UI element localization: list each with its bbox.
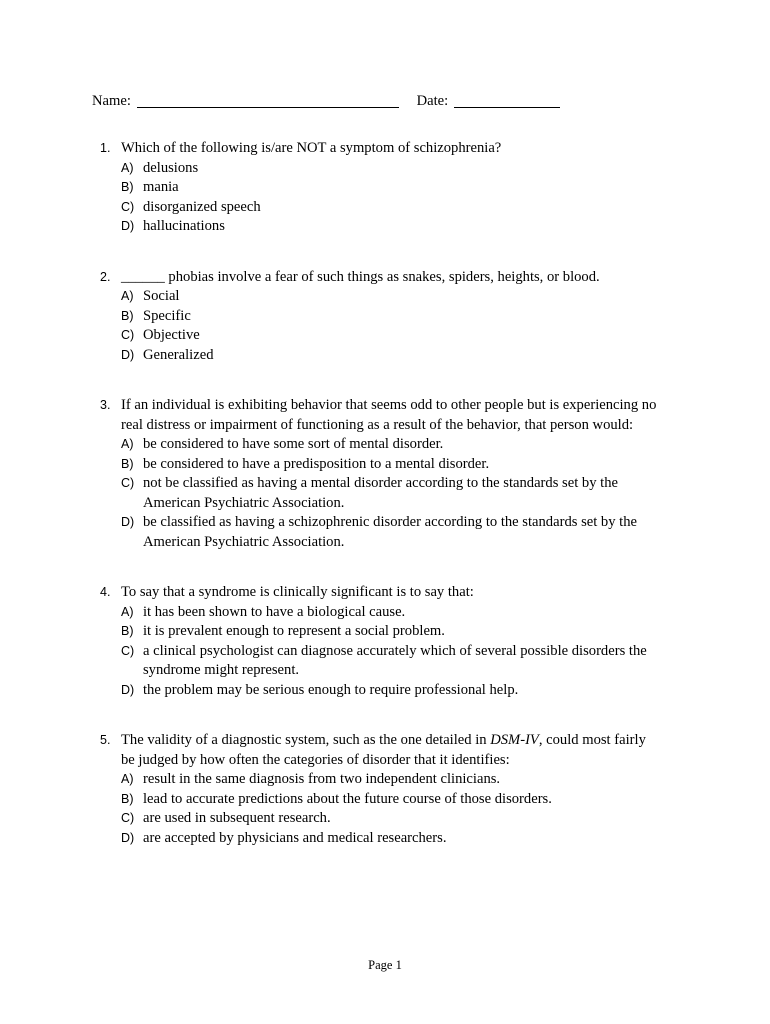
choice-text: are used in subsequent research. — [143, 810, 331, 826]
question-stem-line: be judged by how often the categories of disorder that it identifies: — [121, 751, 510, 768]
choice-text: be considered to have a predisposition to a mental disorder. — [143, 455, 490, 472]
choice-letter: C) — [121, 476, 135, 490]
question-3 — [92, 396, 692, 552]
choice-list — [92, 159, 692, 237]
choice-b[interactable] — [92, 455, 692, 475]
date-label: Date: — [416, 93, 449, 109]
choice-text: the problem may be serious enough to require professional help. — [143, 681, 519, 698]
choice-letter: D) — [121, 682, 135, 697]
choice-list — [92, 435, 692, 552]
choice-c[interactable] — [92, 474, 692, 513]
question-number: 1. — [100, 141, 111, 155]
choice-letter: C) — [121, 811, 135, 825]
choice-d[interactable] — [92, 681, 692, 701]
name-label: Name: — [92, 93, 131, 109]
page-footer — [0, 955, 770, 975]
choice-letter: A) — [121, 604, 134, 619]
question-stem: Which of the following is/are NOT a symptom of schizophrenia? — [121, 140, 502, 156]
choice-letter: B) — [121, 624, 134, 638]
choice-text: be considered to have some sort of mental disorder. — [143, 436, 444, 452]
choice-d[interactable] — [92, 513, 692, 552]
choice-text: delusions — [143, 159, 199, 176]
choice-c[interactable] — [92, 198, 692, 218]
choice-letter: B) — [121, 180, 134, 194]
choice-b[interactable] — [92, 178, 692, 198]
choice-letter: C) — [121, 643, 135, 658]
question-number: 4. — [100, 585, 111, 599]
choice-letter: D) — [121, 347, 135, 362]
choice-b[interactable] — [92, 307, 692, 327]
choice-text: hallucinations — [143, 218, 225, 234]
question-stem-post: , could most fairly — [538, 732, 646, 748]
choice-d[interactable] — [92, 346, 692, 366]
choice-letter: D) — [121, 830, 135, 845]
choice-letter: A) — [121, 160, 134, 175]
question-5 — [92, 731, 692, 848]
choice-letter: A) — [121, 437, 134, 451]
choice-text: not be classified as having a mental disorder according to the standards set by the — [143, 475, 618, 491]
choice-b[interactable] — [92, 622, 692, 642]
choice-b[interactable] — [92, 790, 692, 810]
question-stem: ______ phobias involve a fear of such things as snakes, spiders, heights, or blood. — [121, 268, 600, 285]
choice-d[interactable] — [92, 829, 692, 849]
page-number: Page 1 — [368, 958, 402, 972]
choice-text: it is prevalent enough to represent a social problem. — [143, 623, 445, 639]
question-stem-line: real distress or impairment of functioning as a result of the behavior, that person would: — [121, 416, 634, 433]
choice-text: disorganized speech — [143, 198, 261, 215]
date-blank[interactable] — [454, 91, 560, 108]
choice-text-continued: American Psychiatric Association. — [143, 494, 345, 511]
choice-letter: B) — [121, 308, 134, 323]
choice-letter: C) — [121, 199, 135, 214]
choice-letter: A) — [121, 289, 134, 303]
choice-text: result in the same diagnosis from two independent clinicians. — [143, 771, 501, 787]
question-stem-line: If an individual is exhibiting behavior that seems odd to other people but is experiencing no — [121, 397, 657, 413]
choice-text: are accepted by physicians and medical researchers. — [143, 829, 447, 846]
header — [92, 90, 560, 112]
choice-text: it has been shown to have a biological cause. — [143, 603, 406, 620]
question-1 — [92, 139, 692, 237]
choice-a[interactable] — [92, 770, 692, 790]
choice-letter: C) — [121, 328, 135, 342]
question-number: 2. — [100, 269, 111, 284]
question-4 — [92, 583, 692, 700]
choice-text-continued: American Psychiatric Association. — [143, 533, 345, 550]
choice-letter: D) — [121, 515, 135, 529]
choice-text: be classified as having a schizophrenic disorder according to the standards set by the — [143, 514, 637, 530]
name-blank[interactable] — [137, 91, 399, 108]
question-number: 3. — [100, 398, 111, 412]
choice-letter: D) — [121, 219, 135, 233]
choice-text: a clinical psychologist can diagnose accurately which of several possible disorders the — [143, 642, 647, 659]
choice-text: Generalized — [143, 346, 214, 363]
question-list — [92, 139, 692, 848]
choice-list — [92, 287, 692, 365]
choice-a[interactable] — [92, 287, 692, 307]
choice-a[interactable] — [92, 159, 692, 179]
choice-text: Objective — [143, 327, 200, 343]
choice-letter: B) — [121, 456, 134, 471]
choice-letter: B) — [121, 791, 134, 806]
question-stem-pre: The validity of a diagnostic system, such as the one detailed in — [121, 732, 491, 748]
question-2 — [92, 268, 692, 366]
choice-c[interactable] — [92, 809, 692, 829]
choice-list — [92, 603, 692, 701]
choice-d[interactable] — [92, 217, 692, 237]
choice-letter: A) — [121, 772, 134, 786]
choice-list — [92, 770, 692, 848]
question-stem: To say that a syndrome is clinically significant is to say that: — [121, 584, 474, 600]
choice-text: Specific — [143, 307, 191, 324]
choice-text-continued: syndrome might represent. — [143, 662, 300, 678]
choice-text: Social — [143, 288, 180, 304]
choice-a[interactable] — [92, 435, 692, 455]
choice-a[interactable] — [92, 603, 692, 623]
choice-text: mania — [143, 179, 179, 195]
choice-c[interactable] — [92, 326, 692, 346]
choice-text: lead to accurate predictions about the future course of those disorders. — [143, 790, 552, 807]
question-number: 5. — [100, 733, 111, 747]
question-stem-italic: DSM-IV — [490, 732, 539, 748]
choice-c[interactable] — [92, 642, 692, 681]
